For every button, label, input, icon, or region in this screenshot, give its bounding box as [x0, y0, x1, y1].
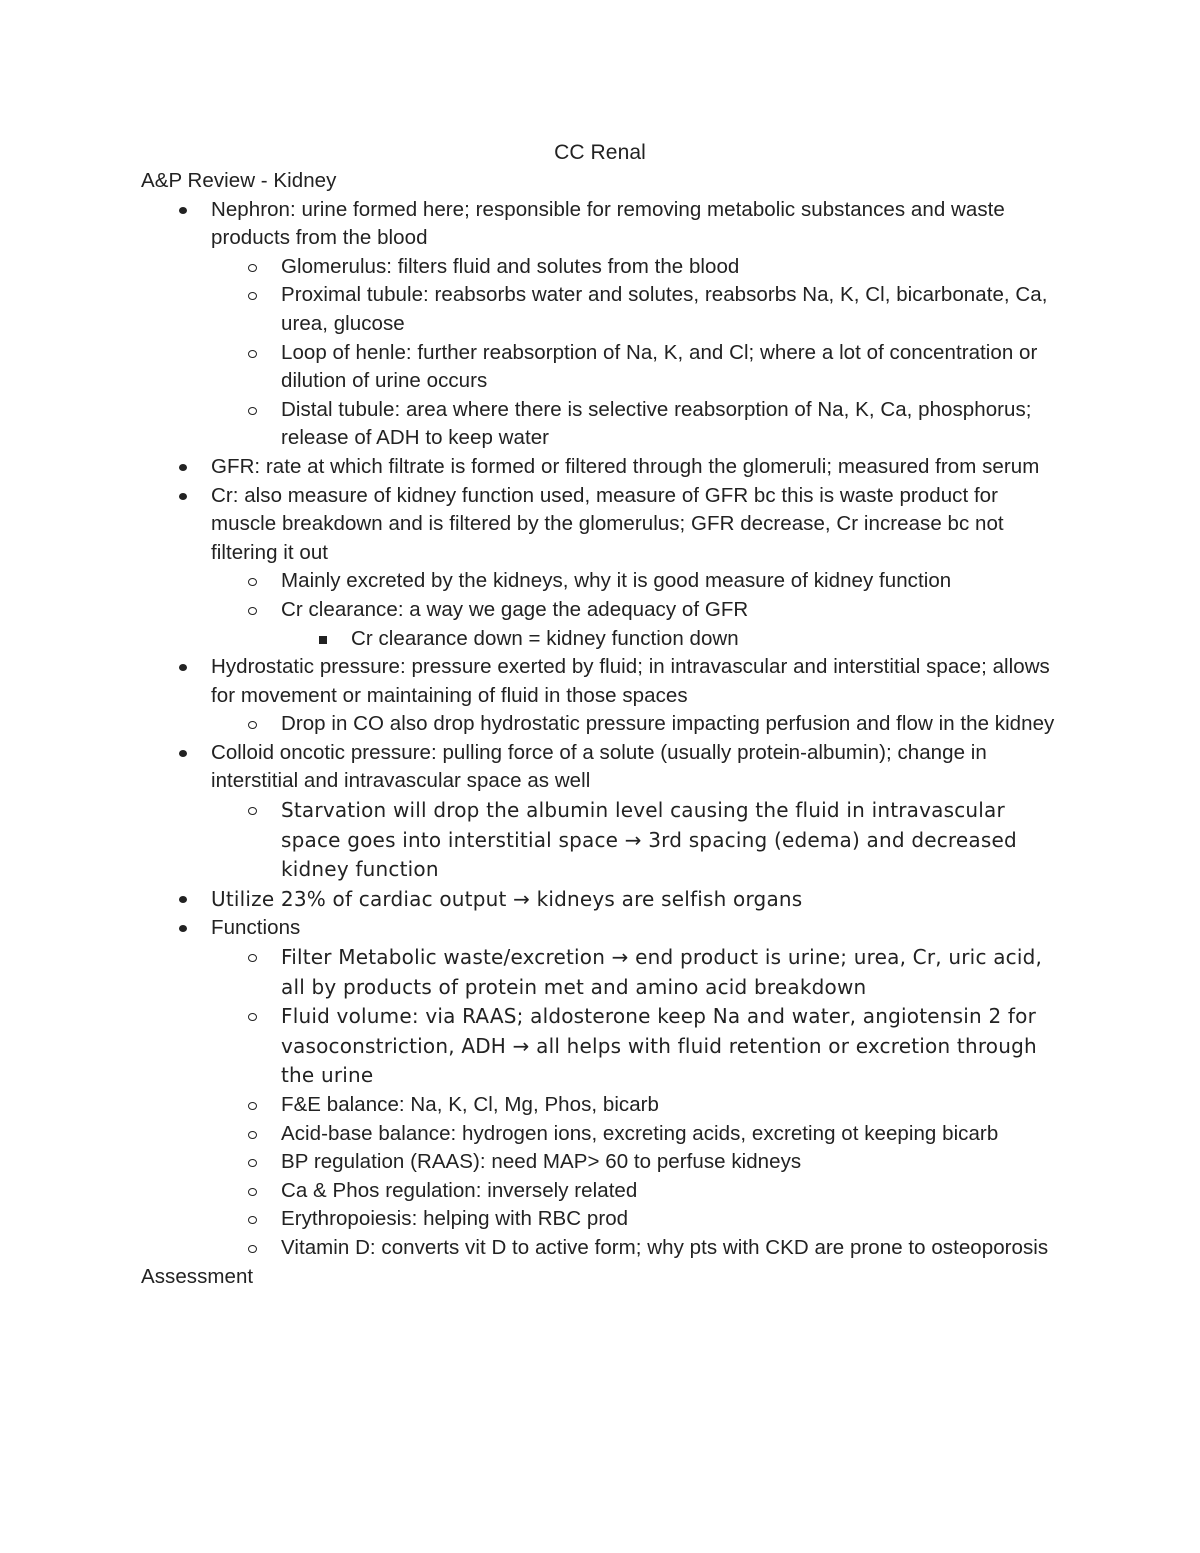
document-title: CC Renal [554, 141, 646, 164]
sub-sub-list-item-text: Cr clearance down = kidney function down [351, 626, 739, 650]
list-item-text: Colloid oncotic pressure: pulling force of a solute (usually protein-albumin); change in interstitial and intravascular space as well [211, 740, 987, 793]
sub-list-item [211, 1091, 1061, 1120]
list-item [141, 453, 1061, 482]
list-item [141, 739, 1061, 885]
sub-list-item-text: Acid-base balance: hydrogen ions, excreting acids, excreting ot keeping bicarb [281, 1121, 999, 1145]
section-heading-ap-review: A&P Review - Kidney [141, 169, 337, 192]
sub-list-item-text: Loop of henle: further reabsorption of Na, K, and Cl; where a lot of concentration or dilution of urine occurs [281, 340, 1038, 393]
sub-list [211, 253, 1061, 453]
hollow-circle-bullet-icon [247, 1205, 267, 1234]
sub-list-item-text: Distal tubule: area where there is selective reabsorption of Na, K, Ca, phosphorus; release of ADH to keep water [281, 397, 1032, 450]
sub-list-item-text: Starvation will drop the albumin level causing the fluid in intravascular space goes into interstitial space → 3rd spacing (edema) and decreased kidney function [281, 798, 1017, 882]
sub-list-item [211, 1002, 1061, 1091]
sub-list-item-text: Glomerulus: filters fluid and solutes from the blood [281, 254, 740, 278]
sub-list-item [211, 710, 1061, 739]
hollow-circle-bullet-icon [247, 796, 267, 825]
sub-list-item-text: Filter Metabolic waste/excretion → end product is urine; urea, Cr, uric acid, all by products of protein met and amino acid breakdown [281, 945, 1043, 999]
hollow-circle-bullet-icon [247, 1091, 267, 1120]
section-heading-assessment: Assessment [141, 1264, 254, 1288]
filled-circle-bullet-icon [177, 196, 197, 225]
document-body [141, 167, 1061, 1291]
filled-circle-bullet-icon [177, 885, 197, 914]
sub-list-item-text: Erythropoiesis: helping with RBC prod [281, 1207, 629, 1231]
list-item-text: Hydrostatic pressure: pressure exerted by fluid; in intravascular and interstitial space; allows for movement or maintaining of fluid in those spaces [211, 655, 1050, 707]
sub-list-item [211, 253, 1061, 282]
list-item-text: Utilize 23% of cardiac output → kidneys are selfish organs [211, 886, 803, 911]
hollow-circle-bullet-icon [247, 339, 267, 368]
list-item [141, 196, 1061, 453]
sub-list-item-text: Cr clearance: a way we gage the adequacy of GFR [281, 597, 749, 621]
filled-circle-bullet-icon [177, 482, 197, 511]
sub-list-item [211, 567, 1061, 596]
sub-list [211, 710, 1061, 739]
sub-list [211, 567, 1061, 653]
sub-list-item-text: Ca & Phos regulation: inversely related [281, 1178, 638, 1202]
filled-circle-bullet-icon [177, 739, 197, 768]
sub-list-item [211, 943, 1061, 1002]
hollow-circle-bullet-icon [247, 253, 267, 282]
hollow-circle-bullet-icon [247, 596, 267, 625]
hollow-circle-bullet-icon [247, 1002, 267, 1031]
sub-sub-list [281, 625, 1061, 654]
sub-list-item-text: Proximal tubule: reabsorbs water and solutes, reabsorbs Na, K, Cl, bicarbonate, Ca, urea, glucose [281, 283, 1048, 335]
filled-circle-bullet-icon [177, 914, 197, 943]
hollow-circle-bullet-icon [247, 1234, 267, 1263]
sub-list-item-text: Fluid volume: via RAAS; aldosterone keep Na and water, angiotensin 2 for vasoconstriction, ADH → all helps with fluid retention or excretion through the urine [281, 1004, 1037, 1088]
bullet-list [141, 196, 1061, 1263]
list-item [141, 885, 1061, 915]
sub-list-item [211, 1234, 1061, 1263]
sub-sub-list-item [281, 625, 1061, 654]
hollow-circle-bullet-icon [247, 281, 267, 310]
list-item-text: Cr: also measure of kidney function used, measure of GFR bc this is waste product for muscle breakdown and is filtered by the glomerulus; GFR decrease, Cr increase bc not filtering it out [211, 483, 1004, 564]
sub-list [211, 943, 1061, 1263]
sub-list-item [211, 339, 1061, 396]
sub-list-item-text: Mainly excreted by the kidneys, why it is good measure of kidney function [281, 569, 952, 593]
sub-list-item-text: F&E balance: Na, K, Cl, Mg, Phos, bicarb [281, 1093, 659, 1116]
filled-circle-bullet-icon [177, 653, 197, 682]
hollow-circle-bullet-icon [247, 1177, 267, 1206]
sub-list-item [211, 796, 1061, 885]
filled-circle-bullet-icon [177, 453, 197, 482]
hollow-circle-bullet-icon [247, 396, 267, 425]
hollow-circle-bullet-icon [247, 710, 267, 739]
sub-list-item [211, 1148, 1061, 1177]
sub-list [211, 796, 1061, 885]
hollow-circle-bullet-icon [247, 1120, 267, 1149]
list-item-text: GFR: rate at which filtrate is formed or filtered through the glomeruli; measured from serum [211, 454, 1040, 478]
list-item [141, 914, 1061, 1262]
sub-list-item-text: Vitamin D: converts vit D to active form; why pts with CKD are prone to osteoporosis [281, 1235, 1049, 1259]
sub-list-item [211, 1120, 1061, 1149]
hollow-circle-bullet-icon [247, 943, 267, 972]
sub-list-item [211, 1177, 1061, 1206]
sub-list-item-text: Drop in CO also drop hydrostatic pressure impacting perfusion and flow in the kidney [281, 712, 1055, 736]
square-bullet-icon [317, 625, 337, 654]
list-item [141, 653, 1061, 739]
list-item-text: Functions [211, 916, 301, 940]
list-item [141, 482, 1061, 654]
sub-list-item [211, 596, 1061, 653]
sub-list-item [211, 1205, 1061, 1234]
hollow-circle-bullet-icon [247, 1148, 267, 1177]
sub-list-item [211, 396, 1061, 453]
sub-list-item [211, 281, 1061, 338]
hollow-circle-bullet-icon [247, 567, 267, 596]
sub-list-item-text: BP regulation (RAAS): need MAP> 60 to perfuse kidneys [281, 1150, 802, 1174]
list-item-text: Nephron: urine formed here; responsible for removing metabolic substances and waste products from the blood [211, 197, 1005, 250]
